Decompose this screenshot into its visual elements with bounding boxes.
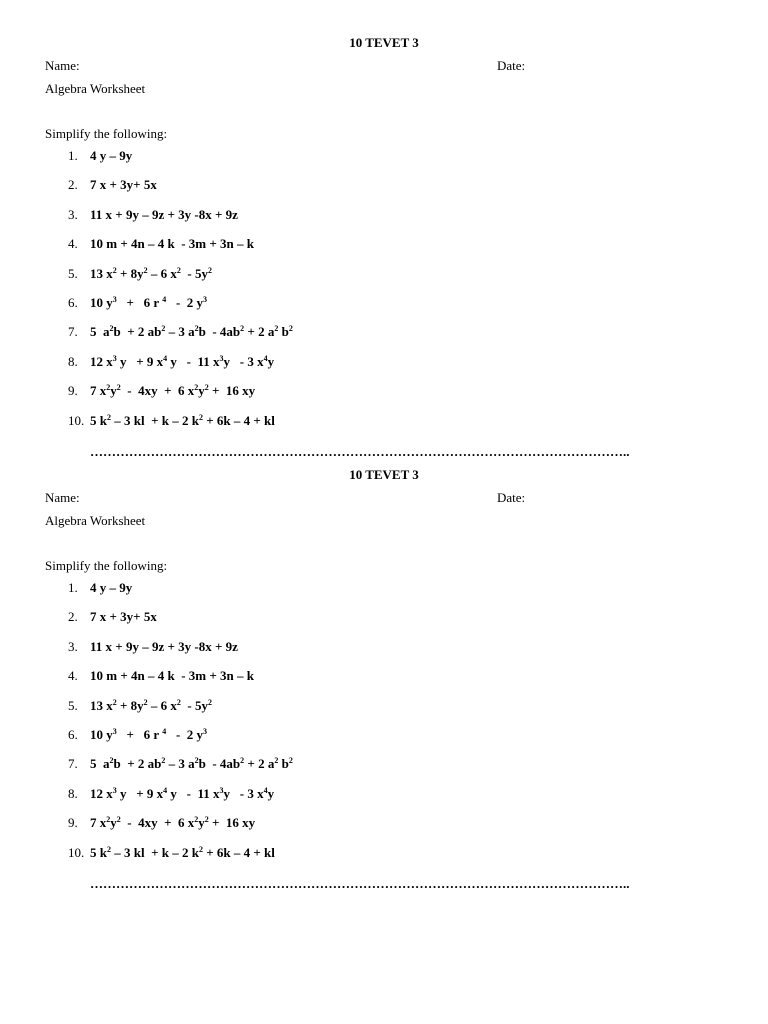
problem-expression: 10 m + 4n – 4 k - 3m + 3n – k — [90, 668, 254, 684]
problem-list — [0, 580, 700, 874]
problem-item — [0, 845, 700, 874]
problem-item — [0, 266, 700, 295]
problem-expression: 13 $x^2 + 8y^2 - 6$ $x^2 - 5y^2$ — [90, 697, 213, 713]
problem-number: 2. — [68, 609, 78, 625]
date-label: Date: — [497, 58, 526, 73]
problem-item — [0, 727, 700, 756]
problem-expression: 4 y – 9y — [90, 580, 133, 595]
problem-number: 4. — [68, 236, 78, 252]
problem-number: 3. — [68, 206, 78, 222]
problem-item — [0, 698, 700, 727]
problem-item — [0, 236, 700, 265]
problem-item — [0, 383, 700, 412]
problem-item — [0, 207, 700, 236]
problem-number: 7. — [68, 756, 78, 772]
problem-item — [0, 177, 700, 206]
problem-item — [0, 580, 700, 609]
worksheet-subject: Algebra Worksheet — [45, 81, 146, 96]
problem-expression: 11 x + 9y – 9z + 3y -8x + 9z — [90, 206, 238, 222]
worksheet-title: 10 TEVET 3 — [349, 35, 419, 50]
problem-list — [0, 148, 700, 442]
problem-expression: 5 $a^2b + 2$ $ab^2 - 3$ $a^2b - 4ab^2 + 2$ $a^2$ $b^2$ — [90, 756, 293, 772]
problem-number: 1. — [68, 580, 78, 595]
problem-item — [0, 295, 700, 324]
problem-expression: 12 $x^3$ y + 9 $x^4$ y - 11 $x^3y - 3$ $x^4y$ — [90, 353, 275, 369]
problem-expression: 4 y – 9y — [90, 148, 133, 163]
date-label: Date: — [497, 490, 526, 505]
problem-item — [0, 354, 700, 383]
problem-number: 1. — [68, 148, 78, 163]
problem-item — [0, 324, 700, 353]
problem-expression: 7 $x^2y^2 - 4xy + 6$ $x^2y^2 + 16$ xy — [90, 383, 256, 399]
problem-number: 7. — [68, 324, 78, 340]
problem-number: 3. — [68, 638, 78, 654]
problem-expression: 10 m + 4n – 4 k - 3m + 3n – k — [90, 236, 254, 252]
problem-expression: 11 x + 9y – 9z + 3y -8x + 9z — [90, 638, 238, 654]
problem-expression: 5 $a^2b + 2$ $ab^2 - 3$ $a^2b - 4ab^2 + 2$ $a^2$ $b^2$ — [90, 324, 293, 340]
problem-number: 5. — [68, 265, 78, 281]
cut-line-separator: …………………………………………………………………………………………………………….. — [90, 876, 630, 891]
problem-number: 2. — [68, 177, 78, 193]
problem-number: 9. — [68, 383, 78, 399]
problem-number: 10. — [68, 412, 85, 428]
problem-item — [0, 786, 700, 815]
problem-expression: 7 x + 3y+ 5x — [90, 177, 157, 193]
problem-number: 6. — [68, 726, 78, 742]
problem-number: 6. — [68, 294, 78, 310]
problem-number: 5. — [68, 697, 78, 713]
problem-item — [0, 609, 700, 638]
problem-expression: 10 $y^3 + 6$ r $^4$ - 2 $y^3$ — [90, 726, 208, 742]
problem-number: 10. — [68, 844, 85, 860]
worksheet-title: 10 TEVET 3 — [349, 467, 419, 482]
problem-item — [0, 639, 700, 668]
worksheet-bottom — [0, 432, 768, 891]
name-label: Name: — [45, 490, 80, 505]
problem-expression: 13 $x^2 + 8y^2 - 6$ $x^2 - 5y^2$ — [90, 265, 213, 281]
problem-expression: 12 $x^3$ y + 9 $x^4$ y - 11 $x^3y - 3$ $x^4y$ — [90, 785, 275, 801]
worksheet-instruction: Simplify the following: — [45, 558, 168, 573]
problem-item — [0, 668, 700, 697]
problem-expression: 5 $k^2 - 3$ kl + k – 2 $k^2 + 6k - 4$ + kl — [90, 412, 275, 428]
problem-number: 8. — [68, 785, 78, 801]
problem-number: 9. — [68, 815, 78, 831]
problem-expression: 5 $k^2 - 3$ kl + k – 2 $k^2 + 6k - 4$ + kl — [90, 844, 275, 860]
problem-expression: 7 $x^2y^2 - 4xy + 6$ $x^2y^2 + 16$ xy — [90, 815, 256, 831]
cut-line-separator: …………………………………………………………………………………………………………….. — [90, 444, 630, 459]
worksheet-subject: Algebra Worksheet — [45, 513, 146, 528]
worksheet-instruction: Simplify the following: — [45, 126, 168, 141]
worksheet-top — [0, 0, 768, 459]
name-label: Name: — [45, 58, 80, 73]
problem-item — [0, 815, 700, 844]
problem-number: 4. — [68, 668, 78, 684]
problem-expression: 7 x + 3y+ 5x — [90, 609, 157, 625]
problem-item — [0, 148, 700, 177]
problem-item — [0, 756, 700, 785]
problem-number: 8. — [68, 353, 78, 369]
problem-expression: 10 $y^3 + 6$ r $^4$ - 2 $y^3$ — [90, 294, 208, 310]
